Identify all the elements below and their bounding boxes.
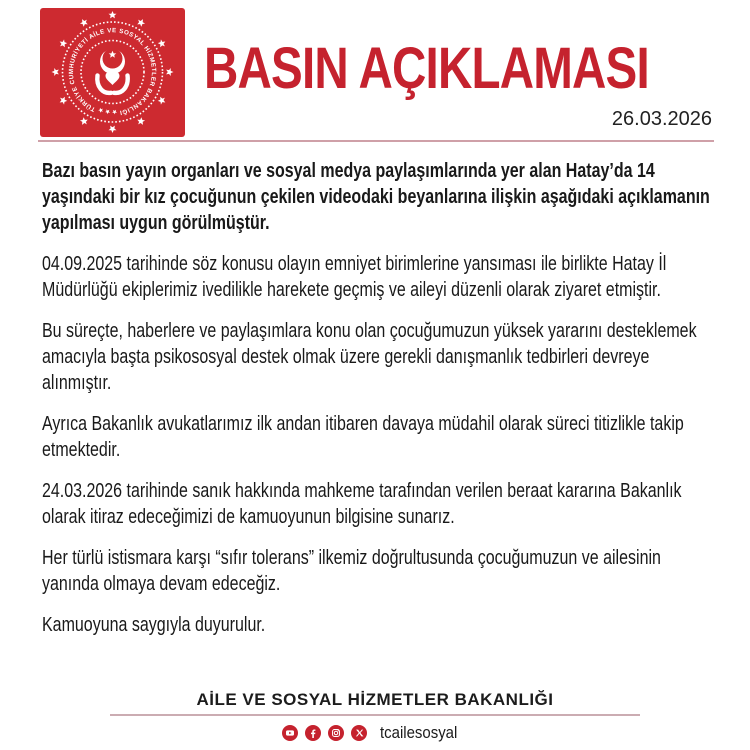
x-icon[interactable] (351, 725, 367, 741)
ministry-emblem-icon (40, 8, 185, 137)
press-release-date: 26.03.2026 (611, 108, 712, 130)
paragraph-closing: Kamuoyuna saygıyla duyurulur. (42, 614, 266, 636)
paragraph: Bu süreçte, haberlere ve paylaşımlara konu olan çocuğumuzun yüksek yararını desteklemek amacıyla başta psikososyal destek olmak üzere gerekli danışmanlık tedbirleri devreye alınmıştır. (42, 320, 697, 394)
header-divider (38, 140, 714, 142)
page-title: BASIN AÇIKLAMASI (204, 36, 649, 101)
press-release-body (42, 158, 710, 653)
footer-divider (110, 714, 640, 716)
ministry-logo (40, 8, 185, 137)
instagram-icon[interactable] (328, 725, 344, 741)
paragraph: Ayrıca Bakanlık avukatlarımız ilk andan itibaren davaya müdahil olarak süreci titizlikle takip etmektedir. (42, 413, 684, 461)
social-handle[interactable]: tcailesosyal (380, 723, 458, 742)
logo-ring-text: TÜRKİYE CUMHURİYETİ AİLE VE SOSYAL HİZMETLER BAKANLIĞI (67, 27, 158, 116)
paragraph: Her türlü istismara karşı “sıfır tolerans” ilkemiz doğrultusunda çocuğumuzun ve ailesinin yanında olmaya devam edeceğiz. (42, 547, 661, 595)
paragraph-intro: Bazı basın yayın organları ve sosyal medya paylaşımlarında yer alan Hatay’da 14 yaşındaki bir kız çocuğunun çekilen videodaki beyanlarına ilişkin aşağıdaki açıklamanın yapılması uygun görülmüştür. (42, 160, 710, 234)
footer (0, 690, 750, 743)
facebook-icon[interactable] (305, 725, 321, 741)
paragraph: 24.03.2026 tarihinde sanık hakkında mahkeme tarafından verilen beraat kararına Bakanlık olarak itiraz edeceğimizi de kamuoyunun bilgisine sunarız. (42, 480, 682, 528)
social-row (0, 723, 750, 743)
youtube-icon[interactable] (282, 725, 298, 741)
ministry-name: AİLE VE SOSYAL HİZMETLER BAKANLIĞI (196, 690, 554, 709)
paragraph: 04.09.2025 tarihinde söz konusu olayın emniyet birimlerine yansıması ile birlikte Hatay İl Müdürlüğü ekiplerimiz ivedilikle harekete geçmiş ve aileyi düzenli olarak ziyaret etmiştir. (42, 253, 667, 301)
